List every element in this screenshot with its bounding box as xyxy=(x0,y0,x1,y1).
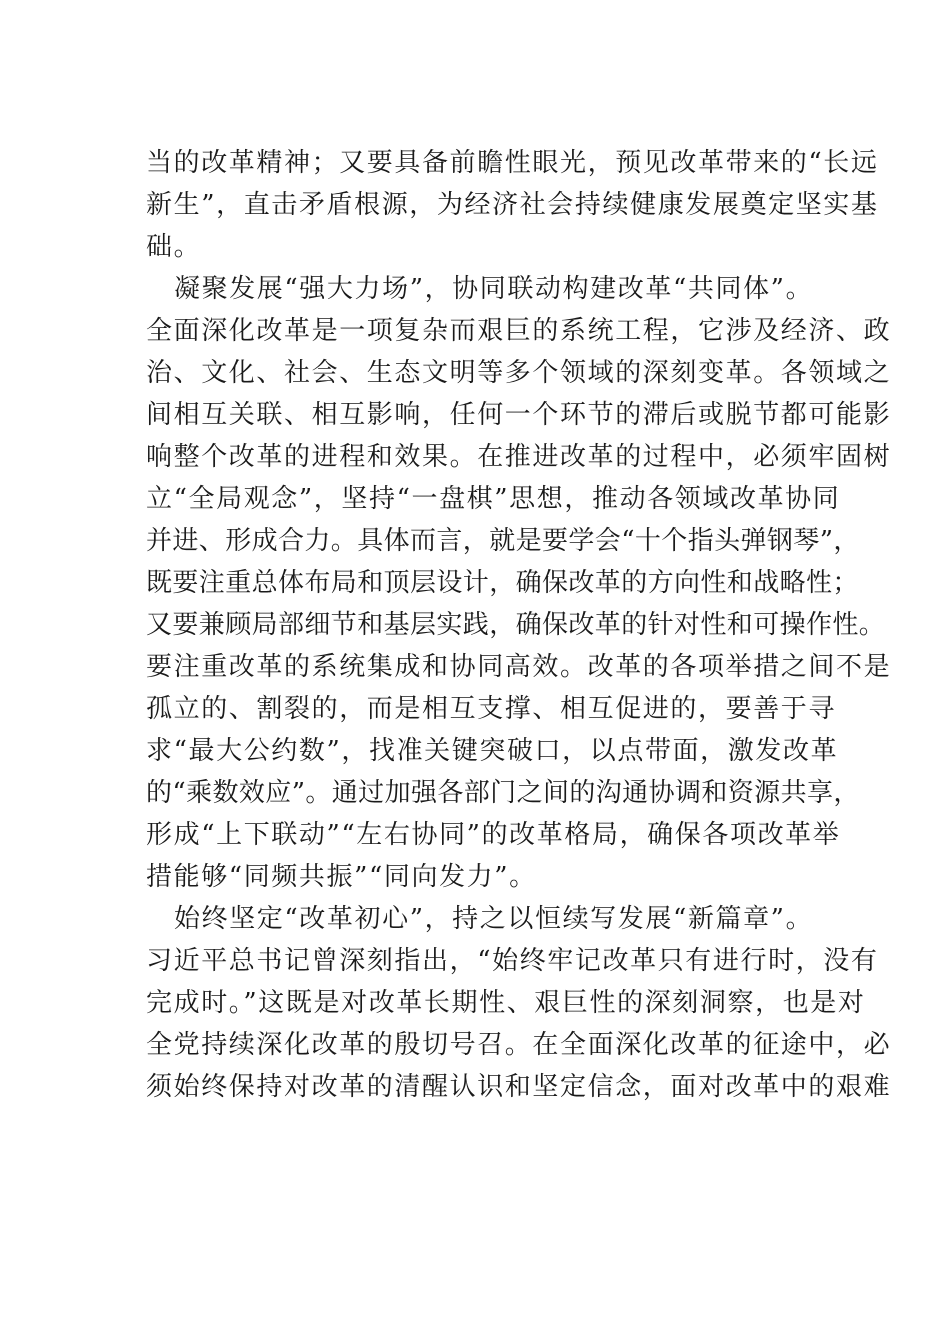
text-line: 新生”，直击矛盾根源，为经济社会持续健康发展奠定坚实基 xyxy=(146,190,879,220)
text-line: 又要兼顾局部细节和基层实践，确保改革的针对性和可操作性。 xyxy=(146,610,886,640)
text-line: 立“全局观念”，坚持“一盘棋”思想，推动各领域改革协同 xyxy=(146,484,841,514)
text-line: 习近平总书记曾深刻指出，“始终牢记改革只有进行时，没有 xyxy=(146,946,879,976)
text-line: 措能够“同频共振”“同向发力”。 xyxy=(146,862,537,892)
text-line: 完成时。”这既是对改革长期性、艰巨性的深刻洞察，也是对 xyxy=(146,988,866,1018)
text-line: 当的改革精神；又要具备前瞻性眼光，预见改革带来的“长远 xyxy=(146,148,879,178)
text-line: 要注重改革的系统集成和协同高效。改革的各项举措之间不是 xyxy=(146,652,892,682)
text-line: 并进、形成合力。具体而言，就是要学会“十个指头弹钢琴”， xyxy=(146,526,860,556)
text-line: 响整个改革的进程和效果。在推进改革的过程中，必须牢固树 xyxy=(146,442,892,472)
text-line: 础。 xyxy=(146,232,202,262)
text-line: 间相互关联、相互影响，任何一个环节的滞后或脱节都可能影 xyxy=(146,400,892,430)
text-line: 的“乘数效应”。通过加强各部门之间的沟通协调和资源共享， xyxy=(146,778,860,808)
text-line: 全党持续深化改革的殷切号召。在全面深化改革的征途中，必 xyxy=(146,1030,892,1060)
text-line: 治、文化、社会、生态文明等多个领域的深刻变革。各领域之 xyxy=(146,358,892,388)
paragraph-heading-line: 凝聚发展“强大力场”，协同联动构建改革“共同体”。 xyxy=(174,274,814,304)
text-line: 既要注重总体布局和顶层设计，确保改革的方向性和战略性； xyxy=(146,568,859,598)
text-line: 须始终保持对改革的清醒认识和坚定信念，面对改革中的艰难 xyxy=(146,1072,892,1102)
text-line: 全面深化改革是一项复杂而艰巨的系统工程，它涉及经济、政 xyxy=(146,316,892,346)
text-line: 求“最大公约数”，找准关键突破口，以点带面，激发改革 xyxy=(146,736,839,766)
paragraph-heading-line: 始终坚定“改革初心”，持之以恒续写发展“新篇章”。 xyxy=(174,904,814,934)
text-line: 孤立的、割裂的，而是相互支撑、相互促进的，要善于寻 xyxy=(146,694,837,724)
text-line: 形成“上下联动”“左右协同”的改革格局，确保各项改革举 xyxy=(146,820,841,850)
